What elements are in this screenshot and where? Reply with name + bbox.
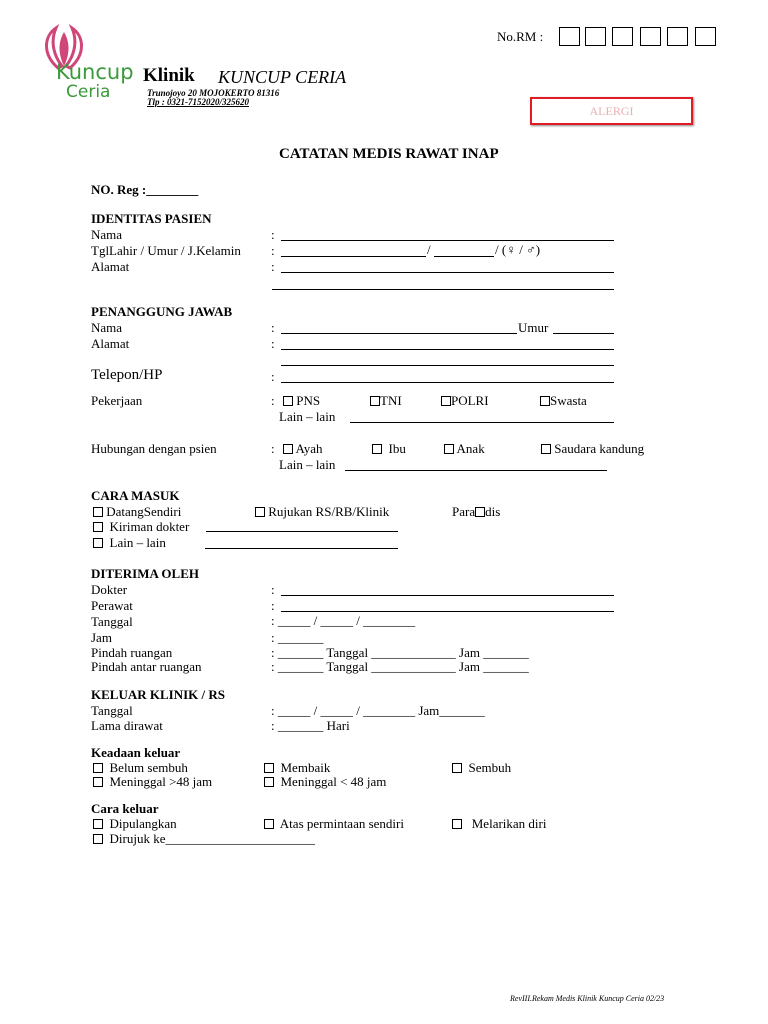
no-rm-digit-box[interactable] xyxy=(612,27,633,46)
colon: : xyxy=(271,598,275,613)
footer-revision: RevIII.Rekam Medis Klinik Kuncup Ceria 02/23 xyxy=(510,994,665,1003)
option-label: Kiriman dokter xyxy=(109,519,190,534)
colon: : xyxy=(271,441,275,456)
keadaan-meninggal-lt[interactable] xyxy=(264,774,386,790)
no-rm-digit-box[interactable] xyxy=(640,27,661,46)
checkbox-icon xyxy=(541,444,551,454)
pindah-ruangan-field[interactable]: : _______ Tanggal _____________ Jam _______ xyxy=(271,645,529,660)
job-swasta[interactable] xyxy=(540,393,587,409)
rel-lain-field[interactable] xyxy=(345,470,607,471)
masuk-paramedis[interactable] xyxy=(452,504,500,520)
cara-masuk-heading: CARA MASUK xyxy=(91,488,180,503)
keluar-atas-permintaan[interactable] xyxy=(264,816,404,832)
option-label: Membaik xyxy=(280,760,331,775)
pj-alamat-field-2[interactable] xyxy=(281,365,614,366)
keadaan-meninggal-gt[interactable] xyxy=(93,774,212,790)
no-rm-digit-box[interactable] xyxy=(559,27,580,46)
option-label: Meninggal >48 jam xyxy=(109,774,213,789)
relation-label: Ibu xyxy=(388,441,406,456)
pindah-antar-label: Pindah antar ruangan xyxy=(91,659,202,674)
rel-saudara[interactable] xyxy=(541,441,644,457)
option-label: Dirujuk ke_______________________ xyxy=(109,831,315,846)
pj-alamat-field[interactable] xyxy=(281,349,614,350)
checkbox-icon xyxy=(283,396,293,406)
hubungan-label: Hubungan dengan psien xyxy=(91,441,217,456)
relation-label: Ayah xyxy=(295,441,323,456)
nama-field[interactable] xyxy=(281,240,614,241)
clinic-name: KUNCUP CERIA xyxy=(218,67,347,87)
checkbox-icon xyxy=(255,507,265,517)
checkbox-icon xyxy=(475,507,485,517)
relation-label: Anak xyxy=(456,441,485,456)
jam-field[interactable]: : _______ xyxy=(271,630,324,645)
keadaan-sembuh[interactable] xyxy=(452,760,511,776)
no-rm-digit-box[interactable] xyxy=(667,27,688,46)
option-label: DatangSendiri xyxy=(106,504,182,519)
pj-nama-label: Nama xyxy=(91,320,123,335)
pj-nama-field[interactable] xyxy=(281,333,517,334)
option-label: Melarikan diri xyxy=(471,816,547,831)
checkbox-icon xyxy=(93,507,103,517)
tanggal-label: Tanggal xyxy=(91,614,133,629)
checkbox-icon xyxy=(283,444,293,454)
option-label: Lain – lain xyxy=(109,535,166,550)
colon: : xyxy=(271,369,275,384)
rel-anak[interactable] xyxy=(444,441,485,457)
slash: / xyxy=(427,242,431,257)
colon: : xyxy=(271,227,275,242)
keluar-melarikan[interactable] xyxy=(452,816,546,832)
checkbox-icon xyxy=(93,538,103,548)
checkbox-icon xyxy=(444,444,454,454)
masuk-lain[interactable] xyxy=(93,535,166,551)
checkbox-icon xyxy=(93,522,103,532)
masuk-kiriman[interactable] xyxy=(93,519,189,535)
rel-lain-label: Lain – lain xyxy=(279,457,336,472)
keluar-dipulangkan[interactable] xyxy=(93,816,177,832)
job-lain-field[interactable] xyxy=(350,422,614,423)
clinic-phone: Tlp : 0321-7152020/325620 xyxy=(147,97,249,107)
checkbox-icon xyxy=(93,777,103,787)
identitas-heading: IDENTITAS PASIEN xyxy=(91,211,212,226)
tgl-label: TglLahir / Umur / J.Kelamin xyxy=(91,243,241,258)
keluar-dirujuk[interactable] xyxy=(93,831,315,847)
diterima-heading: DITERIMA OLEH xyxy=(91,566,199,581)
pindah-antar-field[interactable]: : _______ Tanggal _____________ Jam _______ xyxy=(271,659,529,674)
dokter-field[interactable] xyxy=(281,595,614,596)
job-label: TNI xyxy=(380,393,402,408)
perawat-field[interactable] xyxy=(281,611,614,612)
job-label: PNS xyxy=(296,393,321,408)
pekerjaan-label: Pekerjaan xyxy=(91,393,143,408)
checkbox-icon xyxy=(93,763,103,773)
keluar-heading: KELUAR KLINIK / RS xyxy=(91,687,225,702)
job-label: POLRI xyxy=(451,393,489,408)
dokter-label: Dokter xyxy=(91,582,128,597)
keluar-tanggal-label: Tanggal xyxy=(91,703,133,718)
checkbox-icon xyxy=(264,819,274,829)
option-label: dis xyxy=(485,504,501,519)
checkbox-icon xyxy=(93,819,103,829)
colon: : xyxy=(271,393,275,408)
no-rm-label: No.RM : xyxy=(497,29,544,44)
checkbox-icon xyxy=(370,396,380,406)
checkbox-icon xyxy=(264,777,274,787)
colon: : xyxy=(271,243,275,258)
pindah-ruangan-label: Pindah ruangan xyxy=(91,645,173,660)
job-pns[interactable] xyxy=(283,393,320,409)
pj-alamat-label: Alamat xyxy=(91,336,130,351)
lama-field[interactable]: : _______ Hari xyxy=(271,718,350,733)
perawat-label: Perawat xyxy=(91,598,133,613)
rel-ayah[interactable] xyxy=(283,441,323,457)
clinic-address: Trunojoyo 20 MOJOKERTO 81316 xyxy=(147,88,280,98)
rel-ibu[interactable] xyxy=(372,441,406,457)
no-rm-digit-box[interactable] xyxy=(695,27,716,46)
telepon-label: Telepon/HP xyxy=(91,367,163,383)
checkbox-icon xyxy=(452,763,462,773)
job-polri[interactable] xyxy=(441,393,489,409)
logo-text-bottom: Ceria xyxy=(66,82,111,102)
masuk-lain-field[interactable] xyxy=(205,548,398,549)
no-rm-digit-box[interactable] xyxy=(585,27,606,46)
job-lain-label: Lain – lain xyxy=(279,409,336,424)
colon: : xyxy=(271,336,275,351)
alergi-box[interactable] xyxy=(530,97,693,125)
alamat-field[interactable] xyxy=(281,272,614,273)
masuk-rujukan[interactable] xyxy=(255,504,389,520)
alamat-field-2[interactable] xyxy=(272,289,614,290)
penanggung-heading: PENANGGUNG JAWAB xyxy=(91,304,233,319)
colon: : xyxy=(271,582,275,597)
reg-number[interactable]: NO. Reg :________ xyxy=(91,182,199,197)
tgl-lahir-field[interactable] xyxy=(281,256,426,257)
clinic-logo xyxy=(36,24,144,110)
checkbox-icon xyxy=(452,819,462,829)
job-tni[interactable] xyxy=(370,393,402,409)
jam-label: Jam xyxy=(91,630,112,645)
nama-label: Nama xyxy=(91,227,123,242)
option-label: Dipulangkan xyxy=(109,816,177,831)
lama-label: Lama dirawat xyxy=(91,718,163,733)
keluar-tanggal-field[interactable]: : _____ / _____ / ________ Jam_______ xyxy=(271,703,485,718)
logo-text-top: Kuncup xyxy=(56,60,134,84)
keadaan-heading: Keadaan keluar xyxy=(91,745,181,760)
pj-umur-label: Umur xyxy=(518,320,549,335)
gender-options[interactable]: / (♀ / ♂) xyxy=(495,242,541,257)
option-label: Para xyxy=(452,504,476,519)
checkbox-icon xyxy=(264,763,274,773)
kiriman-field[interactable] xyxy=(206,531,398,532)
checkbox-icon xyxy=(93,834,103,844)
option-label: Sembuh xyxy=(468,760,512,775)
clinic-prefix: Klinik xyxy=(143,65,195,86)
option-label: Meninggal < 48 jam xyxy=(280,774,387,789)
checkbox-icon xyxy=(540,396,550,406)
option-label: Atas permintaan sendiri xyxy=(279,816,404,831)
page-title: CATATAN MEDIS RAWAT INAP xyxy=(279,146,499,162)
colon: : xyxy=(271,320,275,335)
job-label: Swasta xyxy=(550,393,587,408)
masuk-datang[interactable] xyxy=(93,504,181,520)
telepon-field[interactable] xyxy=(281,382,614,383)
colon: : xyxy=(271,259,275,274)
cara-keluar-heading: Cara keluar xyxy=(91,801,159,816)
alamat-label: Alamat xyxy=(91,259,130,274)
pj-umur-field[interactable] xyxy=(553,333,614,334)
option-label: Rujukan RS/RB/Klinik xyxy=(268,504,390,519)
tanggal-field[interactable]: : _____ / _____ / ________ xyxy=(271,613,416,628)
umur-field[interactable] xyxy=(434,256,494,257)
checkbox-icon xyxy=(372,444,382,454)
checkbox-icon xyxy=(441,396,451,406)
alergi-label: ALERGI xyxy=(589,104,634,118)
relation-label: Saudara kandung xyxy=(554,441,645,456)
option-label: Belum sembuh xyxy=(109,760,188,775)
